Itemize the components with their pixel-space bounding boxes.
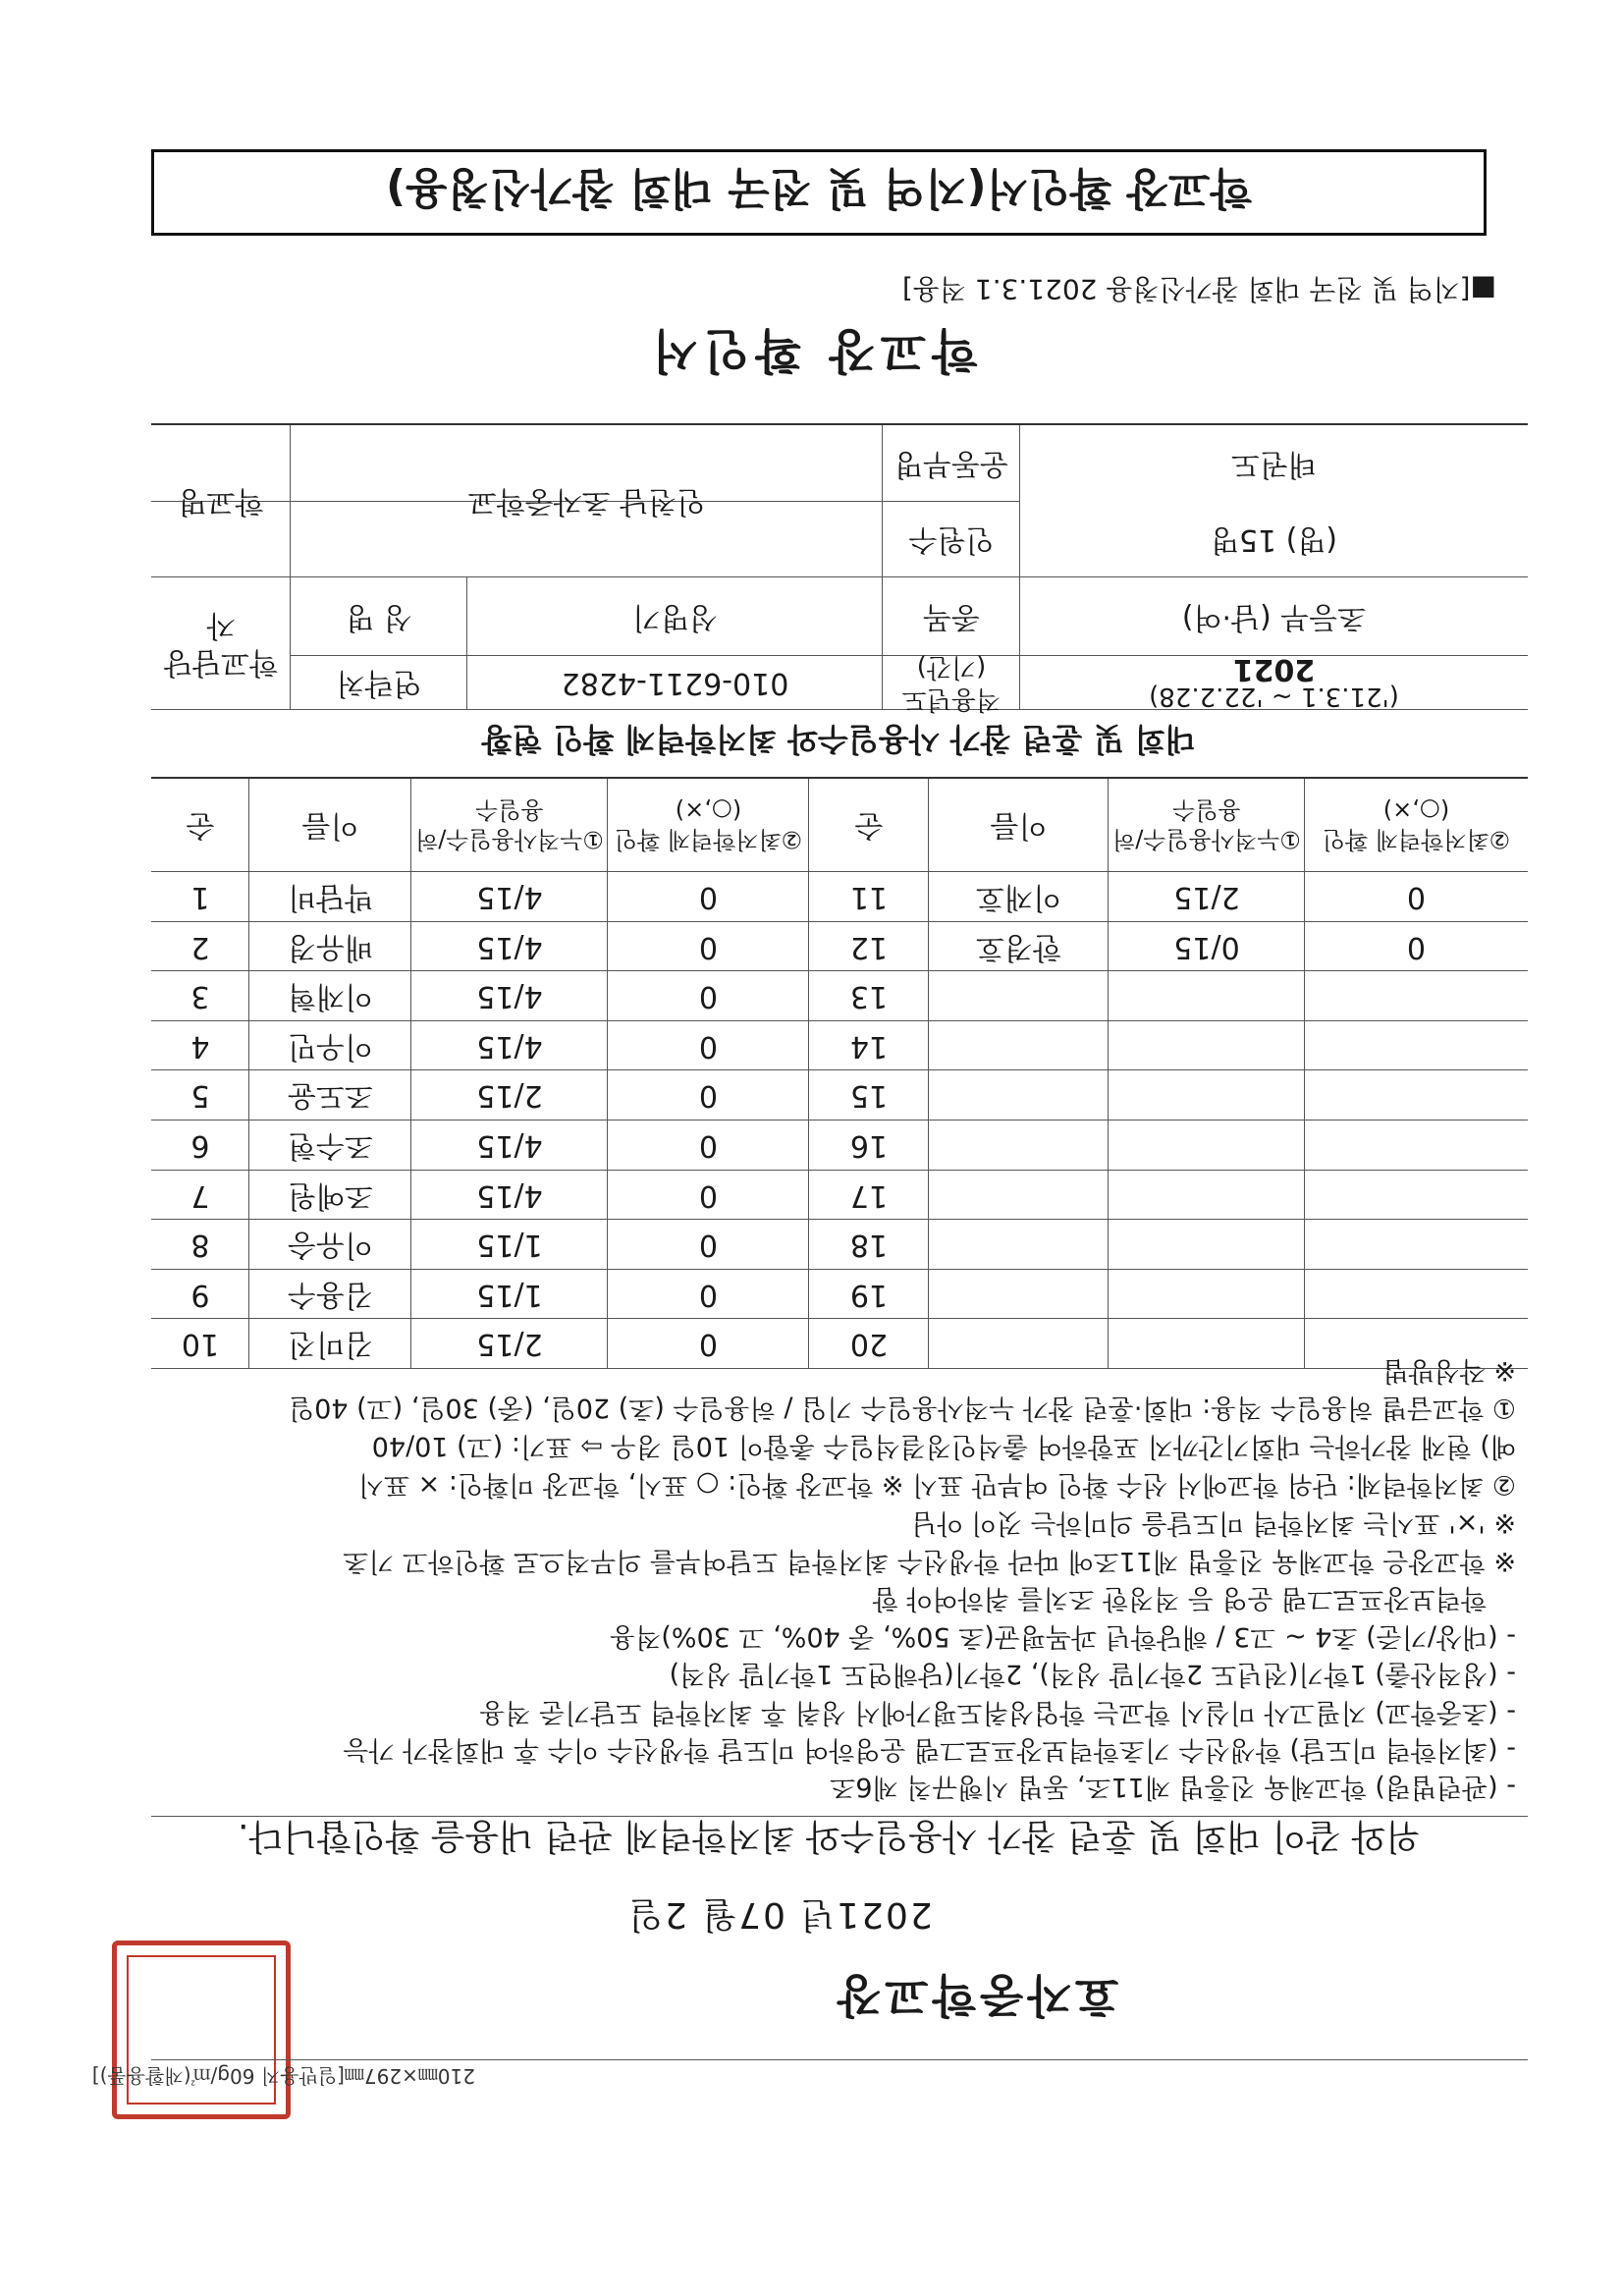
table-header-cell: ②최저학력제 확인(○,×): [1322, 796, 1511, 854]
table-cell: 6: [190, 1128, 210, 1164]
table-header-cell: 이름: [301, 808, 359, 844]
table-cell: 1/15: [476, 1277, 543, 1312]
table-cell: 4/15: [476, 880, 543, 915]
table-cell: [929, 1220, 1109, 1270]
table-cell: 한경호: [976, 929, 1061, 964]
table-cell: [1305, 1121, 1528, 1171]
table-cell: 8: [190, 1228, 210, 1263]
school-value: 인천남 초자중학교: [467, 484, 706, 519]
table-cell: [929, 971, 1109, 1021]
table-cell: 이재혁: [288, 979, 373, 1014]
table-cell: [929, 1319, 1109, 1369]
table-cell: 1: [190, 880, 210, 915]
note-line: ② 최저학력제: 단위 학교에서 선수 확인 여부만 표시 ※ 학교장 확인: ○ 표시, 학교장 미확인: × 표시: [357, 1469, 1516, 1500]
table-cell: 18: [849, 1228, 889, 1263]
note-line: 학력보장프로그램 운영 등 적정한 조치를 취하여야 함: [872, 1583, 1487, 1613]
table-header-cell: 순: [854, 808, 884, 844]
note-line: - (대상/기준) 초4 ~ 고3 / 해당학년 과목평균(초 50%, 중 40%, 고 30%)적용: [610, 1621, 1516, 1652]
table-cell: 0: [698, 1327, 719, 1362]
table-cell: 0: [1406, 929, 1427, 964]
reference-note: ■[지역 및 전국 대회 참가신청용 2021.3.1 적용]: [901, 273, 1496, 305]
table-cell: 4/15: [476, 1177, 543, 1213]
table-cell: [1109, 1021, 1305, 1071]
table-cell: 4/15: [476, 929, 543, 964]
table-cell: [1305, 1171, 1528, 1221]
players-value: (명) 15명: [1210, 522, 1338, 558]
table-cell: [929, 1021, 1109, 1071]
note-line: - (성적산출) 1학기(전년도 2학기말 성적), 2학기(당해연도 1학기말 성적): [669, 1659, 1516, 1689]
document-title: 학교장 확인서(지역 및 전국 대회 참가신청용): [386, 163, 1252, 213]
official-seal: [112, 1941, 291, 2119]
table-cell: [929, 1270, 1109, 1320]
table-cell: 15: [849, 1078, 889, 1114]
table-cell: [1305, 1070, 1528, 1121]
contact-value: 010-6211-4282: [561, 666, 789, 701]
table-cell: 조수현: [288, 1128, 373, 1164]
table-cell: 3: [190, 979, 210, 1014]
table-cell: 13: [849, 979, 889, 1014]
table-cell: 12: [849, 929, 889, 964]
page-title: 학교장 확인서: [646, 323, 978, 378]
table-cell: [929, 1121, 1109, 1171]
confirmation-text: 위와 같이 대회 및 훈련 참가 사용일수와 최저학력제 관련 내용을 확인합니다.: [238, 1816, 1420, 1856]
note-line: - (관련법령) 학교체육 진흥법 제11조, 동법 시행규칙 제6조: [830, 1772, 1516, 1802]
table-cell: [1305, 1270, 1528, 1320]
table-cell: [1109, 971, 1305, 1021]
table-cell: 17: [849, 1177, 889, 1213]
table-cell: 0: [698, 1078, 719, 1114]
table-header-cell: ①누적사용일수/허용일수: [1112, 796, 1301, 854]
note-line: ※ 작성방법: [1382, 1355, 1516, 1386]
table-cell: 14: [849, 1028, 889, 1064]
table-cell: 5: [190, 1078, 210, 1114]
document-title-box: [151, 149, 1487, 236]
table-header-cell: 순: [186, 808, 215, 844]
name-value: 성명기: [632, 599, 718, 634]
sport-value: 태권도: [1231, 446, 1317, 481]
note-line: ※ 학교장은 학교체육 진흥법 제11조에 따라 학생선수 최저학력 도달여부를 의무적으로 확인하고 기초: [343, 1546, 1516, 1576]
table-cell: 이우민: [288, 1028, 373, 1064]
players-label: 인원수: [908, 522, 995, 558]
table-cell: 0: [698, 979, 719, 1014]
table-cell: 10: [181, 1327, 220, 1362]
table-cell: 박담비: [288, 880, 373, 915]
table-cell: 4/15: [476, 1028, 543, 1064]
table-cell: 0: [698, 929, 719, 964]
period-value: ('21.3.1 ~ '22.2.28): [1149, 682, 1399, 712]
table-cell: 조도윤: [288, 1078, 373, 1114]
year-value: 2021: [1232, 652, 1316, 687]
table-cell: [1109, 1220, 1305, 1270]
table-cell: 0: [698, 1028, 719, 1064]
table-cell: [1305, 971, 1528, 1021]
table-cell: 0: [698, 1128, 719, 1164]
signer-title: 효자중학교장: [833, 1969, 1119, 2022]
table-cell: 4: [190, 1028, 210, 1064]
section-title: 대회 및 훈련 참가 사용일수와 최저학력제 확인 현황: [481, 721, 1196, 758]
table-cell: 2/15: [476, 1078, 543, 1114]
table-cell: 배유경: [288, 929, 373, 964]
note-line: ① 학교급별 허용일수 적용: 대회·훈련 참가 누적사용일수 기입 / 허용일수 (초) 20일, (중) 30일, (고) 40일: [289, 1393, 1516, 1423]
table-cell: [929, 1070, 1109, 1121]
table-cell: 0: [698, 1177, 719, 1213]
category-value: 초등부 (남·여): [1181, 599, 1367, 634]
table-cell: [1109, 1070, 1305, 1121]
table-cell: [1305, 1220, 1528, 1270]
paper-spec: 210㎜×297㎜[일반용지 60g/㎡(재활용품)]: [91, 2064, 475, 2088]
contact-label: 연락처: [336, 666, 422, 701]
table-cell: 4/15: [476, 1128, 543, 1164]
table-cell: [929, 1171, 1109, 1221]
note-line: - (최저학력 미도달) 학생선수 기초학력보장프로그램 운영하여 미도달 학생선수 이수 후 대회참가 가능: [343, 1734, 1516, 1765]
note-line: ※ '×' 표시는 최저학력 미도달을 의미하는 것이 아님: [911, 1507, 1516, 1538]
table-cell: 0: [698, 880, 719, 915]
table-cell: 11: [849, 880, 889, 915]
table-cell: [1109, 1270, 1305, 1320]
table-cell: 0/15: [1173, 929, 1240, 964]
school-label: 학교명: [178, 484, 264, 519]
table-cell: 1/15: [476, 1228, 543, 1263]
table-cell: 2/15: [1173, 880, 1240, 915]
table-cell: 0: [698, 1228, 719, 1263]
table-cell: 4/15: [476, 979, 543, 1014]
table-cell: 조예원: [288, 1177, 373, 1213]
table-cell: 19: [849, 1277, 889, 1312]
category-label: 종목: [923, 599, 980, 634]
table-cell: 9: [190, 1277, 210, 1312]
issue-date: 2021년 07월 2일: [626, 1894, 933, 1935]
period-label: 적용년도 (기간): [901, 652, 1001, 714]
table-cell: [1109, 1319, 1305, 1369]
table-header-cell: ①누적사용일수/허용일수: [415, 796, 604, 854]
table-cell: 0: [1406, 880, 1427, 915]
table-header-cell: 이름: [990, 808, 1048, 844]
note-line: 예) 현재 참가하는 대회기간까지 포함하여 출석인정결석일수 총합이 10일 경우 ⇨ 표기: (고) 10/40: [371, 1431, 1516, 1461]
table-cell: 2: [190, 929, 210, 964]
sport-label: 운동부명: [894, 446, 1008, 481]
table-cell: 0: [698, 1277, 719, 1312]
table-cell: 2/15: [476, 1327, 543, 1362]
table-cell: 이유승: [288, 1228, 373, 1263]
table-cell: 김용수: [288, 1277, 373, 1312]
table-cell: 이재호: [976, 880, 1061, 915]
table-cell: 김미진: [288, 1327, 373, 1362]
table-header-cell: ②최저학력제 확인(○,×): [614, 796, 803, 854]
table-cell: 16: [849, 1128, 889, 1164]
table-cell: [1109, 1171, 1305, 1221]
manager-label: 학교담당자: [164, 608, 278, 680]
table-cell: [1109, 1121, 1305, 1171]
table-cell: 7: [190, 1177, 210, 1213]
name-label: 성 명: [346, 599, 412, 634]
note-line: - (초중학교) 지필고사 미실시 학교는 학업성취도평가에서 성취 후 최저학력 도달기준 적용: [479, 1697, 1516, 1727]
table-cell: 20: [849, 1327, 889, 1362]
table-cell: [1305, 1021, 1528, 1071]
